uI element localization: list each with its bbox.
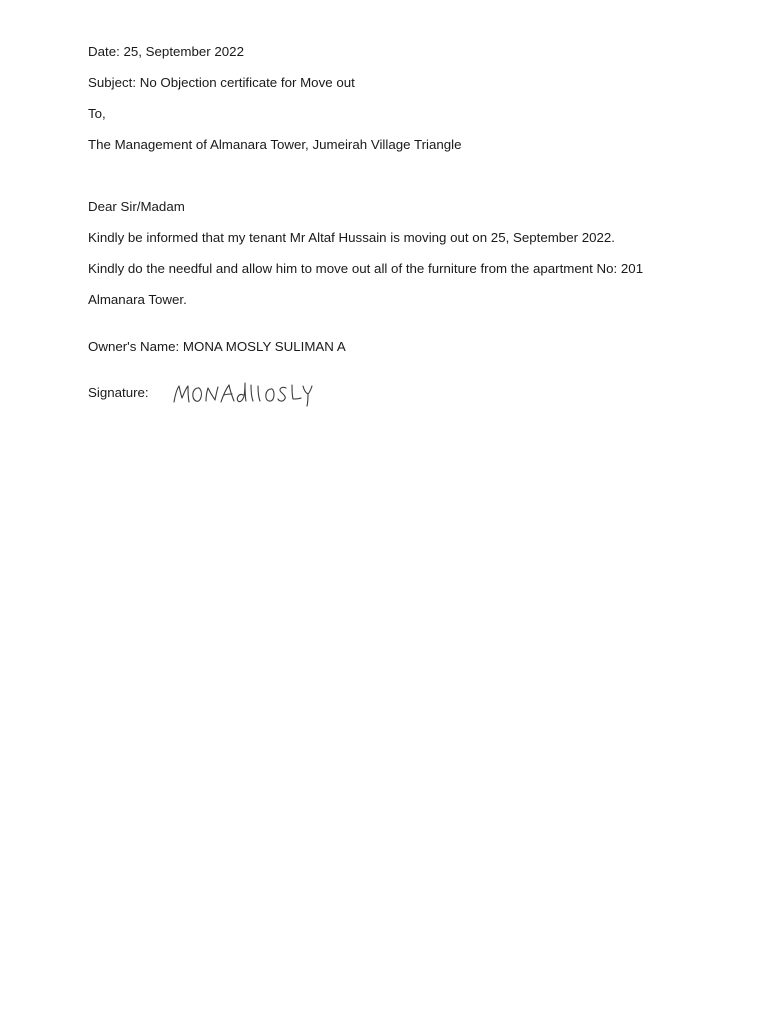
- handwritten-signature: [168, 378, 318, 410]
- letter-to: To,: [88, 106, 106, 121]
- letter-recipient: The Management of Almanara Tower, Jumeirah Village Triangle: [88, 137, 462, 152]
- signature-label: Signature:: [88, 385, 149, 400]
- letter-body-line: Kindly do the needful and allow him to move out all of the furniture from the apartment No: 201: [88, 261, 644, 276]
- letter-salutation: Dear Sir/Madam: [88, 199, 185, 214]
- letter-body-line: Kindly be informed that my tenant Mr Altaf Hussain is moving out on 25, September 2022.: [88, 230, 615, 245]
- letter-body-line: Almanara Tower.: [88, 292, 187, 307]
- letter-date: Date: 25, September 2022: [88, 44, 244, 59]
- letter-subject: Subject: No Objection certificate for Move out: [88, 75, 355, 90]
- owner-name: Owner's Name: MONA MOSLY SULIMAN A: [88, 339, 346, 354]
